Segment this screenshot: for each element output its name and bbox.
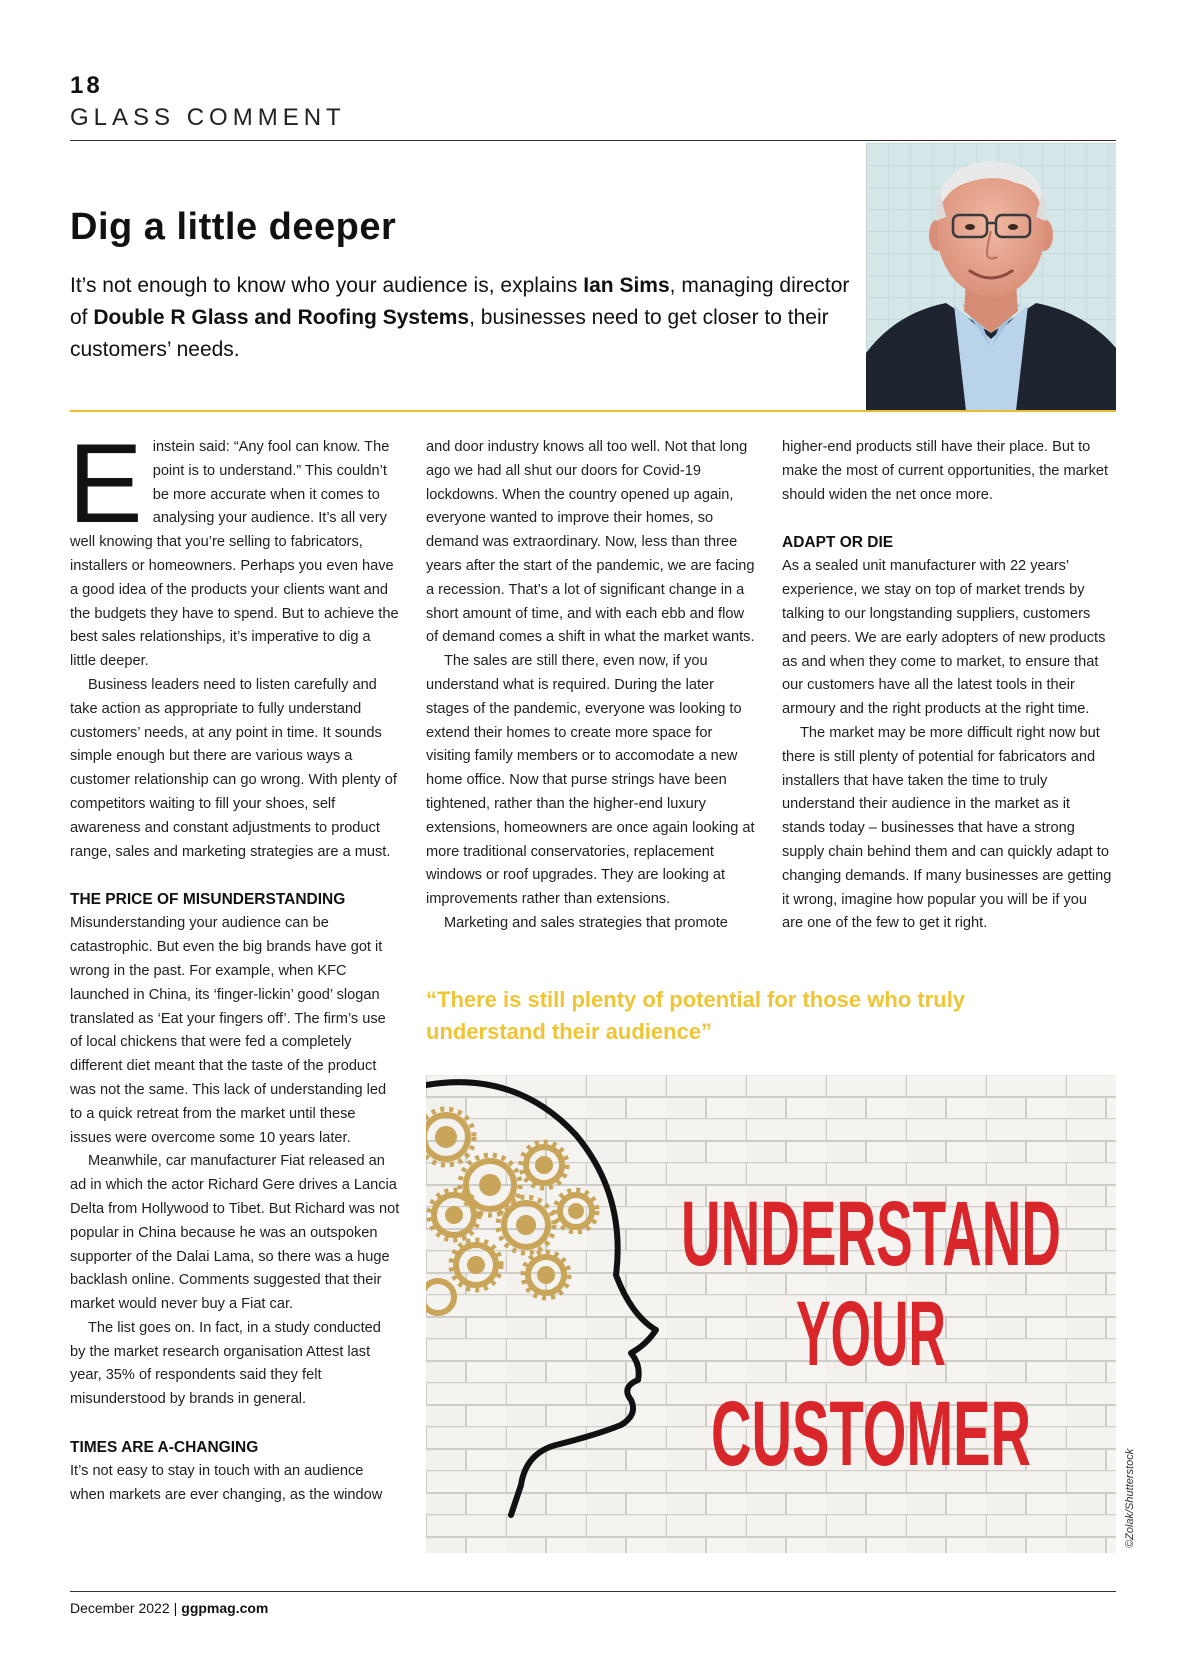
author-portrait <box>866 143 1116 411</box>
footer-site-link[interactable]: ggpmag.com <box>181 1600 269 1616</box>
paragraph: instein said: “Any fool can know. The point is to understand.” This couldn’t be more accurate when it comes to analysing your audience. It’s all very well knowing that you’re selling to fabricators, installers or homeowners. Perhaps you even have a good idea of the products your clients want and the budgets they have to spend. But to achieve the best sales relationships, it’s imperative to dig a little deeper. <box>70 439 399 670</box>
image-text-understand: UNDERSTAND <box>681 1183 1061 1285</box>
photo-credit: ©Zolak/Shutterstock <box>1124 1448 1136 1548</box>
paragraph: Business leaders need to listen carefully and take action as appropriate to fully understand customers’ needs, at any point in time. It sounds simple enough but there are various ways a customer relationship can go wrong. With plenty of competitors waiting to fill your shoes, self awareness and constant adjustments to product range, sales and marketing strategies are a must. <box>70 676 397 860</box>
page-number: 18 <box>70 72 103 99</box>
feature-image <box>426 1075 1116 1553</box>
image-text-customer: CUSTOMER <box>711 1383 1031 1485</box>
bottom-divider <box>70 1591 1116 1592</box>
paragraph: Marketing and sales strategies that promote <box>444 914 728 931</box>
drop-cap: E <box>68 421 143 546</box>
pull-quote: “There is still plenty of potential for those who truly understand their audience” <box>426 987 966 1044</box>
article-column-1 <box>68 421 400 1508</box>
subheading: TIMES ARE A-CHANGING <box>70 1439 259 1457</box>
top-divider <box>70 140 1116 141</box>
subheading: THE PRICE OF MISUNDERSTANDING <box>70 891 346 909</box>
footer-date: December 2022 <box>70 1600 170 1616</box>
portrait-illustration <box>866 143 1116 411</box>
standfirst <box>70 270 850 366</box>
image-text-your: YOUR <box>796 1283 946 1385</box>
paragraph: It’s not easy to stay in touch with an audience when markets are ever changing, as the window <box>70 1463 383 1503</box>
paragraph: The market may be more difficult right now but there is still plenty of potential for fabricators and installers that have taken the time to truly understand their audience in the market as it stands today – businesses that have a strong supply chain behind them and can quickly adapt to changing demands. If many businesses are getting it wrong, imagine how popular you will be if you are one of the few to get it right. <box>782 724 1112 932</box>
company-name: Double R Glass and Roofing Systems <box>93 306 470 329</box>
standfirst-text-2: , managing director of <box>70 274 850 329</box>
footer <box>70 1600 268 1616</box>
article-column-3 <box>782 436 1112 936</box>
subheading: ADAPT OR DIE <box>782 534 894 552</box>
footer-separator: | <box>173 1600 178 1616</box>
standfirst-text-1: It’s not enough to know who your audience is, explains <box>70 274 584 297</box>
accent-divider <box>70 410 1116 412</box>
paragraph: and door industry knows all too well. Not that long ago we had all shut our doors for Covid-19 lockdowns. When the country opened up again, everyone wanted to improve their homes, so demand was extraordinary. Now, less than three years after the start of the pandemic, we are facing a recession. That’s a lot of significant change in a short amount of time, and with each ebb and flow of demand comes a shift in what the market wants. <box>426 439 755 646</box>
author-name: Ian Sims <box>583 274 670 297</box>
paragraph: As a sealed unit manufacturer with 22 years’ experience, we stay on top of market trends by talking to our longstanding suppliers, customers and peers. We are early adopters of new products as and when they come to market, to ensure that our customers have all the latest tools in their armoury and the right products at the right time. <box>782 558 1106 718</box>
standfirst-text-3: , businesses need to get closer to their customers’ needs. <box>70 306 829 361</box>
headline: Dig a little deeper <box>70 206 397 248</box>
paragraph: Misunderstanding your audience can be catastrophic. But even the big brands have got it wrong in the past. For example, when KFC launched in China, its ‘finger-lickin’ good’ slogan translated as ‘Eat your fingers off’. The firm’s use of local chickens that were fed a completely different diet meant that the taste of the product was not the same. This lack of understanding led to a quick retreat from the market until these issues were overcome some 10 years later. <box>70 915 387 1146</box>
paragraph: The sales are still there, even now, if you understand what is required. During the later stages of the pandemic, everyone was looking to extend their homes to create more space for visiting family members or to accomodate a new home office. Now that purse strings have been tightened, rather than the higher-end luxury extensions, homeowners are once again looking at more traditional conservatories, replacement windows or roof upgrades. They are looking at improvements rather than extensions. <box>426 653 755 908</box>
section-label: GLASS COMMENT <box>70 104 346 131</box>
understand-your-customer-illustration <box>426 1075 1116 1553</box>
paragraph: Meanwhile, car manufacturer Fiat released an ad in which the actor Richard Gere drives a Lancia Delta from Hollywood to Tibet. But Richard was not popular in China because he was an outspoken supporter of the Dalai Lama, so there was a huge backlash online. Comments suggested that their market would never buy a Fiat car. <box>70 1153 400 1313</box>
article-column-2 <box>426 436 756 936</box>
paragraph: higher-end products still have their place. But to make the most of current opportunities, the market should widen the net once more. <box>782 439 1109 503</box>
paragraph: The list goes on. In fact, in a study conducted by the market research organisation Attest last year, 35% of respondents said they felt misunderstood by brands in general. <box>70 1319 381 1408</box>
